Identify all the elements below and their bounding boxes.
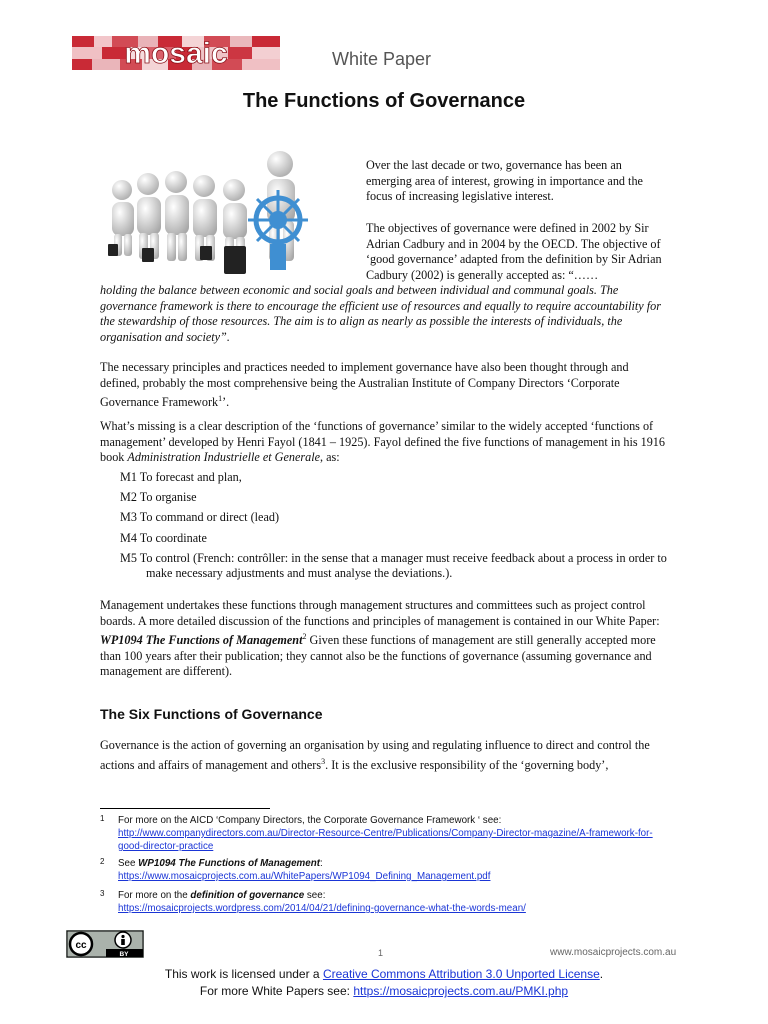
footnote-link[interactable]: https://www.mosaicprojects.com.au/WhitePapers/WP1094_Defining_Management.pdf: [118, 871, 491, 882]
management-structures-paragraph: [100, 598, 670, 680]
footnote-text: [118, 857, 670, 870]
footnote-link[interactable]: http://www.companydirectors.com.au/Director-Resource-Centre/Publications/Company-Director-magazine/A-framework-for-good-director-practice: [118, 828, 653, 852]
principles-text: The necessary principles and practices needed to implement governance have also been thought through and defined, probably the most comprehensive being the Australian Institute of Company Directors ‘Corporate Governance Framework: [100, 360, 629, 410]
pmki-link[interactable]: https://mosaicprojects.com.au/PMKI.php: [353, 984, 569, 998]
footnote-number: 2: [100, 857, 105, 866]
page-number: 1: [378, 948, 384, 958]
management-text-end: Given these functions of management are still generally accepted more than 100 years after their publication; they cannot also be the functions of governance (assuming governance and management are different).: [100, 633, 656, 679]
more-papers-line: [0, 984, 768, 998]
list-item: M1 To forecast and plan,: [120, 470, 242, 484]
footnote-2: [100, 857, 670, 883]
license-text: This work is licensed under a: [164, 967, 323, 981]
list-item: M3 To command or direct (lead): [120, 510, 280, 525]
management-text: Management undertakes these functions through management structures and committees such as project control boards. A more detailed discussion of the functions and principles of management is contained in our White Paper:: [100, 598, 660, 628]
footnote-emphasis: WP1094 The Functions of Management: [138, 858, 320, 869]
logo-text: mosaic: [124, 37, 228, 70]
document-type-label: White Paper: [332, 49, 432, 69]
principles-paragraph: [100, 360, 670, 411]
license-line: [0, 967, 768, 981]
license-link[interactable]: Creative Commons Attribution 3.0 Unported License: [322, 967, 600, 981]
list-item: M4 To coordinate: [120, 530, 207, 545]
fayol-text-end: , as:: [320, 450, 340, 465]
six-functions-text-end: . It is the exclusive responsibility of the ‘governing body’,: [325, 757, 609, 772]
page-title: The Functions of Governance: [242, 90, 526, 112]
fayol-text: What’s missing is a clear description of the ‘functions of governance’ similar to the widely accepted ‘functions of management’ developed by Henri Fayol (1841 – 1925). Fayol defined the five functions of management in his 1916 book: [100, 419, 665, 465]
fayol-paragraph: [100, 419, 670, 466]
footnote-number: 3: [100, 889, 105, 898]
more-papers-text: For more White Papers see:: [199, 984, 354, 998]
footnote-text: [118, 889, 670, 902]
license-text-end: .: [599, 967, 604, 981]
intro-paragraph-2: The objectives of governance were defined in 2002 by Sir Adrian Cadbury and in 2004 by the OECD. The objective of ‘good governance’ adapted from the definition by Sir Adrian Cadbury (2002) is generally accepted as: “……: [366, 221, 662, 282]
footnote-text: For more on the AICD ‘Company Directors, the Corporate Governance Framework ‘ see:: [118, 815, 502, 826]
fayol-book-title: Administration Industrielle et Generale: [127, 450, 321, 465]
ships-wheel-team-illustration: [108, 148, 334, 276]
management-functions-list: [120, 470, 668, 587]
footnote-ref-2[interactable]: 2: [302, 632, 307, 642]
mosaic-logo: [72, 36, 280, 70]
six-functions-paragraph: [100, 738, 670, 773]
six-functions-text: Governance is the action of governing an organisation by using and regulating influence to direct and control the actions and affairs of management and others: [100, 738, 650, 772]
list-item: M5 To control (French: contrôller: in the sense that a manager must receive feedback about a process in order to make necessary adjustments and must analyse the deviations.).: [120, 550, 667, 581]
footnote-1: [100, 814, 670, 853]
list-item: M2 To organise: [120, 490, 197, 505]
footnote-3: [100, 889, 670, 915]
footnote-link[interactable]: https://mosaicprojects.wordpress.com/2014/04/21/defining-governance-what-the-words-mean/: [118, 903, 526, 914]
principles-text-end: ’.: [222, 395, 230, 410]
footnote-text-pre: See: [118, 858, 139, 869]
governance-definition-quote: holding the balance between economic and social goals and between individual and communal goals. The governance framework is there to encourage the efficient use of resources and equally to require accountability for the stewardship of those resources. The aim is to align as nearly as possible the interests of individuals, the organisation and society”.: [100, 283, 661, 344]
cc-by-label: BY: [119, 951, 129, 958]
footnote-emphasis: definition of governance: [190, 890, 305, 901]
wp1094-reference: WP1094 The Functions of Management: [100, 633, 303, 648]
footnote-text-post: :: [319, 858, 323, 869]
intro-paragraph-1: Over the last decade or two, governance has been an emerging area of interest, growing in importance and the focus of increasing legislative interest.: [366, 158, 643, 204]
footnote-ref-1[interactable]: 1: [218, 394, 223, 404]
cc-by-license-badge[interactable]: [66, 930, 144, 958]
cc-icon: [70, 933, 92, 955]
section-heading: The Six Functions of Governance: [100, 706, 323, 722]
website-label: www.mosaicprojects.com.au: [550, 947, 677, 958]
footnote-ref-3[interactable]: 3: [321, 756, 326, 766]
attribution-icon: [115, 932, 131, 948]
footnote-number: 1: [100, 814, 105, 823]
svg-text:cc: cc: [75, 940, 87, 951]
footnote-divider: [100, 808, 270, 809]
footnote-text-pre: For more on the: [118, 890, 191, 901]
footnote-text-post: see:: [304, 890, 326, 901]
